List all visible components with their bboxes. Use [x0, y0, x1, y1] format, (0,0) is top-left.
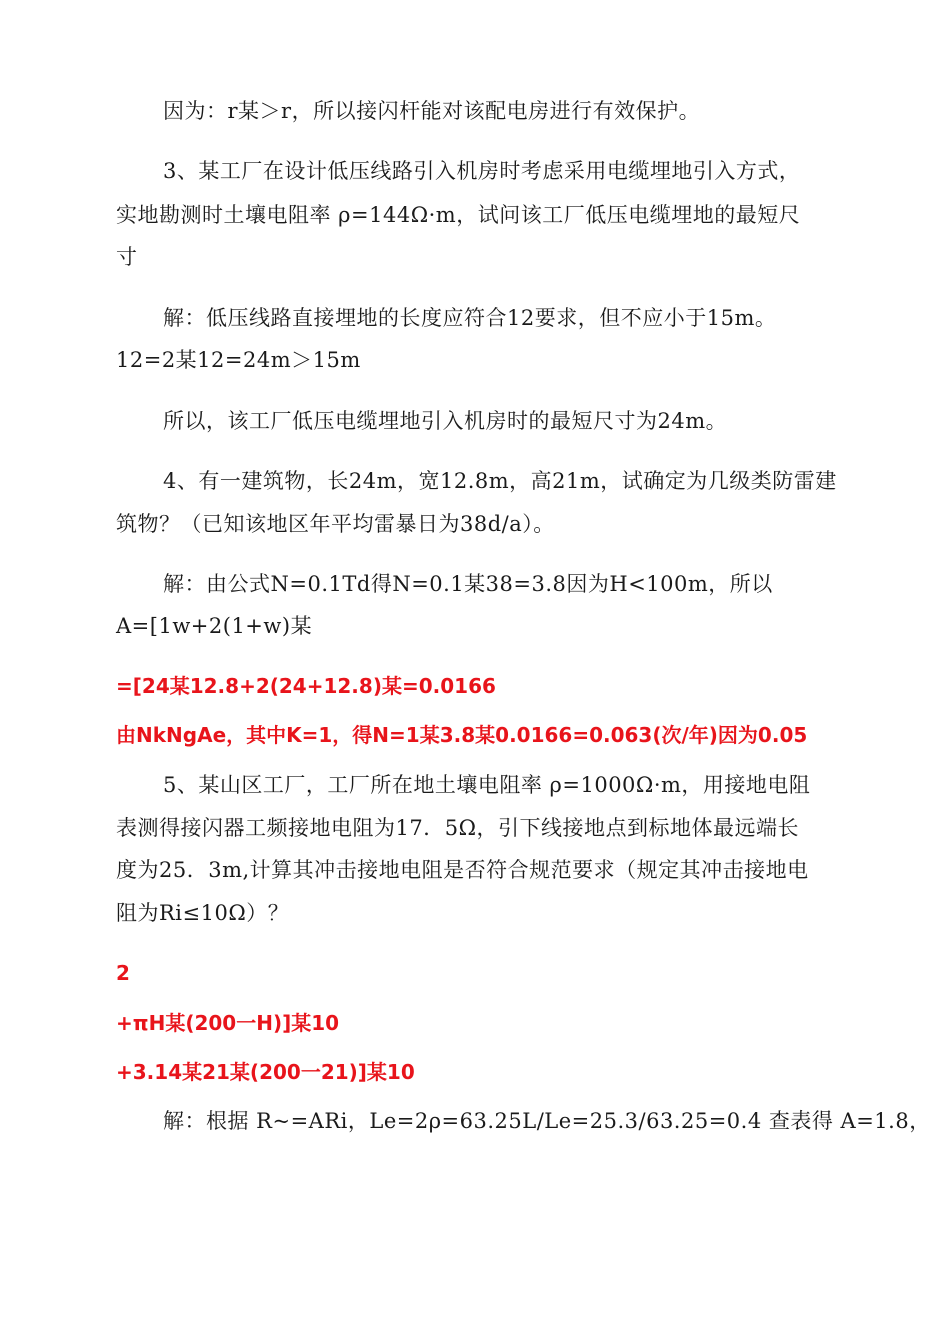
formula-red-2: 由NkNgAe，其中K=1，得N=1某3.8某0.0166=0.063(次/年)因为0.05	[116, 723, 808, 747]
answer-5-line-1: 解：根据 R~=ARi，Le=2ρ=63.25L/Le=25.3/63.25=0.4 查表得 A=1.8，	[163, 1109, 931, 1133]
question-5-line-2: 表测得接闪器工频接地电阻为17．5Ω，引下线接地点到标地体最远端长	[116, 816, 799, 840]
question-3-line-1: 3、某工厂在设计低压线路引入机房时考虑采用电缆埋地引入方式，	[163, 159, 801, 183]
formula-red-5: +3.14某21某(200一21)]某10	[116, 1060, 415, 1084]
question-3-line-2: 实地勘测时土壤电阻率 ρ=144Ω·m，试问该工厂低压电缆埋地的最短尺	[116, 203, 801, 227]
question-5-line-3: 度为25．3m,计算其冲击接地电阻是否符合规范要求（规定其冲击接地电	[116, 858, 809, 882]
question-4-line-1: 4、有一建筑物，长24m，宽12.8m，高21m，试确定为几级类防雷建	[163, 469, 837, 493]
answer-3-line-1: 解：低压线路直接埋地的长度应符合12要求，但不应小于15m。	[163, 306, 777, 330]
formula-red-3: 2	[116, 961, 130, 985]
answer-3-line-2: 12=2某12=24m＞15m	[116, 348, 361, 372]
answer-3-conclusion: 所以，该工厂低压电缆埋地引入机房时的最短尺寸为24m。	[163, 409, 728, 433]
answer-4-line-1: 解：由公式N=0.1Td得N=0.1某38=3.8因为H<100m，所以	[163, 572, 773, 596]
answer-4-line-2: A=[1w+2(1+w)某	[116, 614, 313, 638]
question-5-line-1: 5、某山区工厂，工厂所在地土壤电阻率 ρ=1000Ω·m，用接地电阻	[163, 773, 811, 797]
question-5-line-4: 阻为Ri≤10Ω）？	[116, 901, 290, 925]
formula-red-4: +πH某(200一H)]某10	[116, 1011, 340, 1035]
question-3-line-3: 寸	[116, 245, 138, 269]
formula-red-1: =[24某12.8+2(24+12.8)某=0.0166	[116, 674, 496, 698]
question-4-line-2: 筑物？（已知该地区年平均雷暴日为38d/a）。	[116, 512, 555, 536]
text-line: 因为：r某＞r，所以接闪杆能对该配电房进行有效保护。	[163, 99, 701, 123]
